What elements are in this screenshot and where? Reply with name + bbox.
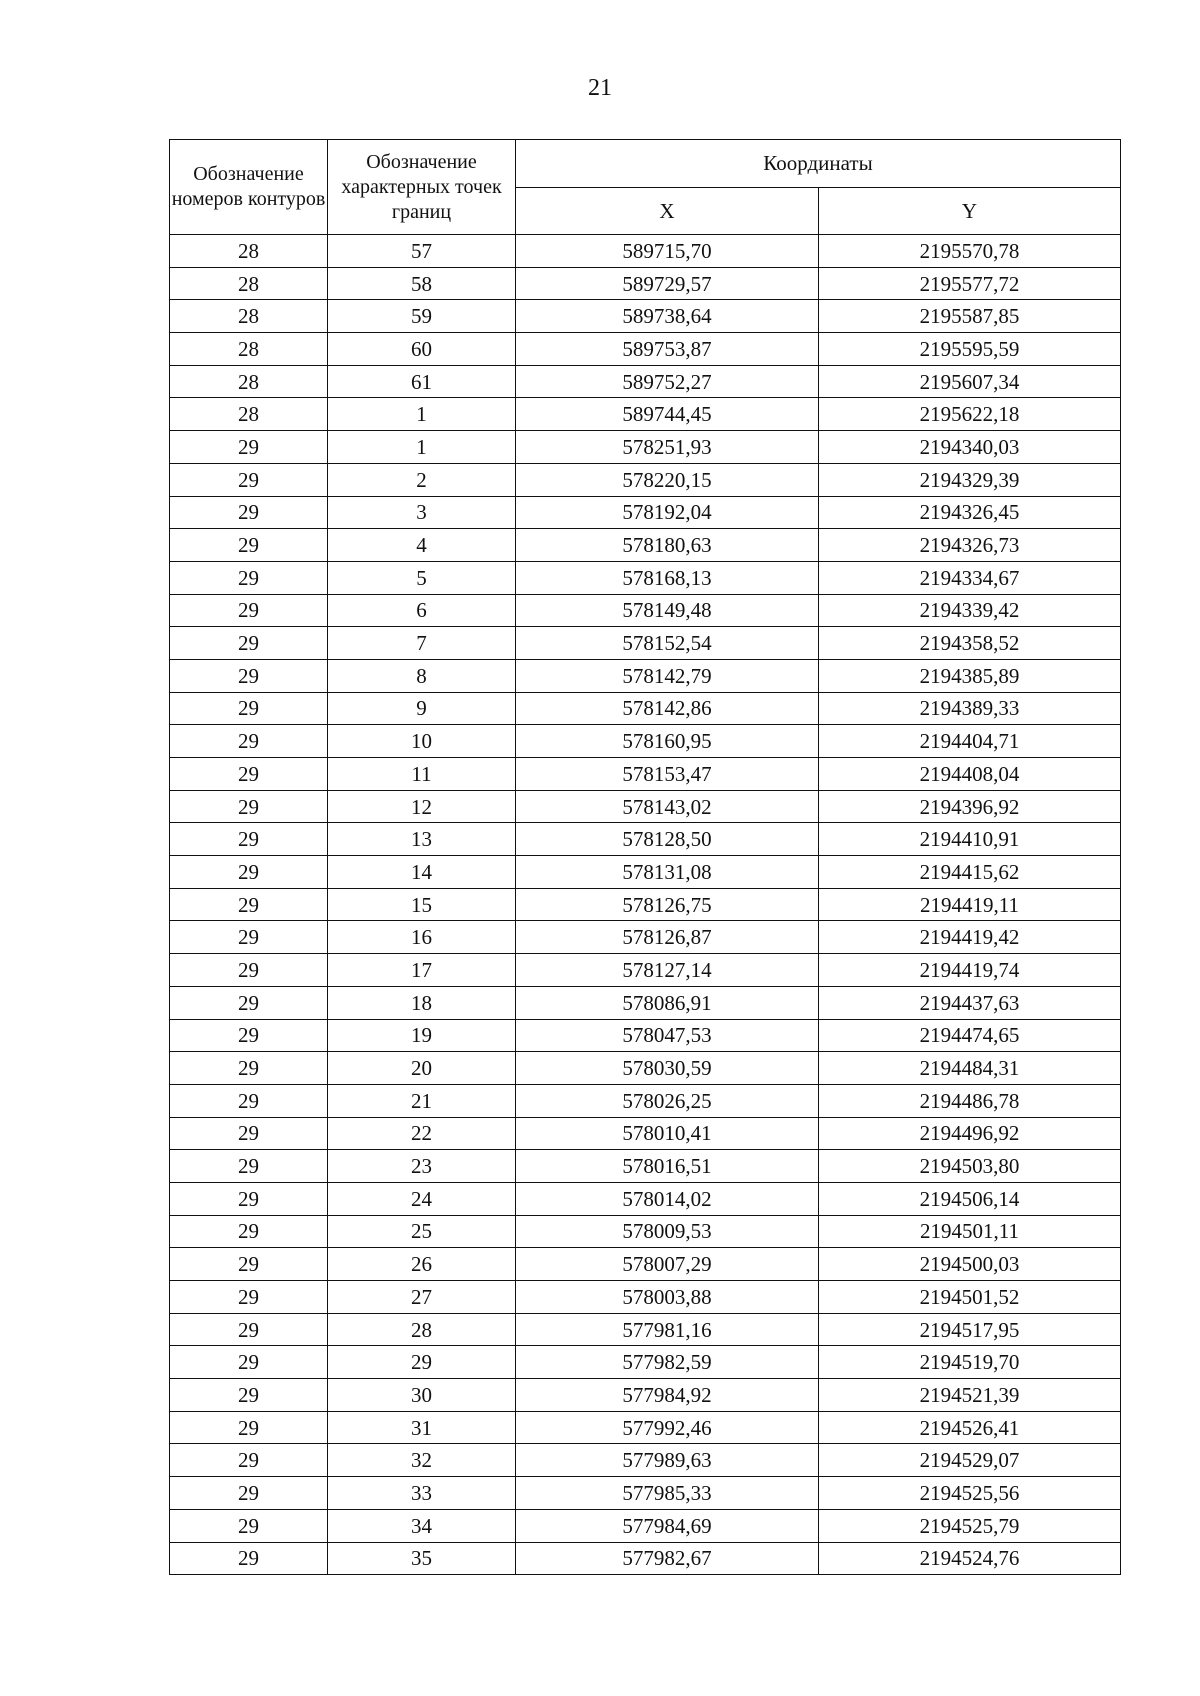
y-coordinate-cell: 2194329,39 xyxy=(819,463,1121,496)
point-number-cell: 33 xyxy=(328,1477,516,1510)
table-row xyxy=(170,1150,1121,1183)
point-number-cell: 2 xyxy=(328,463,516,496)
table-row xyxy=(170,365,1121,398)
point-number-cell: 25 xyxy=(328,1215,516,1248)
contour-number-cell: 29 xyxy=(170,758,328,791)
contour-number-cell: 29 xyxy=(170,856,328,889)
contour-number-cell: 29 xyxy=(170,1019,328,1052)
y-coordinate-cell: 2195607,34 xyxy=(819,365,1121,398)
y-coordinate-cell: 2194334,67 xyxy=(819,561,1121,594)
contour-number-cell: 28 xyxy=(170,267,328,300)
y-coordinate-cell: 2194519,70 xyxy=(819,1346,1121,1379)
contour-number-cell: 29 xyxy=(170,1444,328,1477)
point-number-cell: 18 xyxy=(328,986,516,1019)
y-coordinate-cell: 2194408,04 xyxy=(819,758,1121,791)
table-row xyxy=(170,725,1121,758)
y-coordinate-cell: 2194419,74 xyxy=(819,954,1121,987)
x-coordinate-cell: 577982,59 xyxy=(516,1346,819,1379)
point-number-cell: 10 xyxy=(328,725,516,758)
y-coordinate-cell: 2194385,89 xyxy=(819,659,1121,692)
table-row xyxy=(170,235,1121,268)
contour-number-cell: 29 xyxy=(170,1150,328,1183)
table-row xyxy=(170,594,1121,627)
point-number-cell: 61 xyxy=(328,365,516,398)
x-coordinate-cell: 578127,14 xyxy=(516,954,819,987)
x-coordinate-cell: 577985,33 xyxy=(516,1477,819,1510)
table-row xyxy=(170,431,1121,464)
y-coordinate-cell: 2194474,65 xyxy=(819,1019,1121,1052)
point-number-cell: 35 xyxy=(328,1542,516,1575)
x-coordinate-cell: 589715,70 xyxy=(516,235,819,268)
table-row xyxy=(170,529,1121,562)
x-coordinate-cell: 578149,48 xyxy=(516,594,819,627)
y-coordinate-cell: 2194419,11 xyxy=(819,888,1121,921)
contour-number-cell: 29 xyxy=(170,823,328,856)
point-number-cell: 19 xyxy=(328,1019,516,1052)
contour-number-cell: 29 xyxy=(170,692,328,725)
y-coordinate-cell: 2194339,42 xyxy=(819,594,1121,627)
contour-number-cell: 29 xyxy=(170,1509,328,1542)
x-coordinate-cell: 578126,87 xyxy=(516,921,819,954)
table-row xyxy=(170,1477,1121,1510)
table-row xyxy=(170,659,1121,692)
contour-number-cell: 29 xyxy=(170,1215,328,1248)
x-coordinate-cell: 577982,67 xyxy=(516,1542,819,1575)
point-number-cell: 21 xyxy=(328,1084,516,1117)
y-coordinate-cell: 2194486,78 xyxy=(819,1084,1121,1117)
contour-number-cell: 29 xyxy=(170,1379,328,1412)
x-coordinate-cell: 578030,59 xyxy=(516,1052,819,1085)
table-row xyxy=(170,1346,1121,1379)
contour-number-cell: 29 xyxy=(170,725,328,758)
point-number-cell: 15 xyxy=(328,888,516,921)
x-coordinate-cell: 578220,15 xyxy=(516,463,819,496)
point-number-cell: 7 xyxy=(328,627,516,660)
contour-number-cell: 29 xyxy=(170,1084,328,1117)
y-coordinate-cell: 2194501,52 xyxy=(819,1281,1121,1314)
point-number-cell: 1 xyxy=(328,398,516,431)
y-coordinate-cell: 2194525,79 xyxy=(819,1509,1121,1542)
point-number-cell: 27 xyxy=(328,1281,516,1314)
y-coordinate-cell: 2194419,42 xyxy=(819,921,1121,954)
x-coordinate-cell: 578131,08 xyxy=(516,856,819,889)
table-row xyxy=(170,954,1121,987)
contour-number-cell: 28 xyxy=(170,333,328,366)
x-coordinate-cell: 589738,64 xyxy=(516,300,819,333)
contour-number-cell: 29 xyxy=(170,1477,328,1510)
table-row xyxy=(170,758,1121,791)
point-number-cell: 24 xyxy=(328,1182,516,1215)
y-coordinate-cell: 2194326,45 xyxy=(819,496,1121,529)
y-coordinate-cell: 2195622,18 xyxy=(819,398,1121,431)
header-x: X xyxy=(516,188,819,235)
x-coordinate-cell: 578192,04 xyxy=(516,496,819,529)
x-coordinate-cell: 578142,79 xyxy=(516,659,819,692)
table-row xyxy=(170,1248,1121,1281)
y-coordinate-cell: 2194529,07 xyxy=(819,1444,1121,1477)
header-contour-number: Обозначение номеров контуров xyxy=(170,140,328,235)
point-number-cell: 60 xyxy=(328,333,516,366)
table-row xyxy=(170,1117,1121,1150)
table-row xyxy=(170,1313,1121,1346)
point-number-cell: 3 xyxy=(328,496,516,529)
table-row xyxy=(170,1052,1121,1085)
point-number-cell: 12 xyxy=(328,790,516,823)
table-row xyxy=(170,398,1121,431)
point-number-cell: 20 xyxy=(328,1052,516,1085)
contour-number-cell: 29 xyxy=(170,954,328,987)
contour-number-cell: 29 xyxy=(170,659,328,692)
table-body xyxy=(170,235,1121,1575)
y-coordinate-cell: 2195587,85 xyxy=(819,300,1121,333)
point-number-cell: 5 xyxy=(328,561,516,594)
x-coordinate-cell: 578160,95 xyxy=(516,725,819,758)
point-number-cell: 59 xyxy=(328,300,516,333)
y-coordinate-cell: 2194500,03 xyxy=(819,1248,1121,1281)
x-coordinate-cell: 589752,27 xyxy=(516,365,819,398)
x-coordinate-cell: 578026,25 xyxy=(516,1084,819,1117)
contour-number-cell: 29 xyxy=(170,1117,328,1150)
y-coordinate-cell: 2194484,31 xyxy=(819,1052,1121,1085)
contour-number-cell: 29 xyxy=(170,1248,328,1281)
x-coordinate-cell: 578014,02 xyxy=(516,1182,819,1215)
contour-number-cell: 29 xyxy=(170,1313,328,1346)
y-coordinate-cell: 2194503,80 xyxy=(819,1150,1121,1183)
point-number-cell: 17 xyxy=(328,954,516,987)
point-number-cell: 29 xyxy=(328,1346,516,1379)
contour-number-cell: 29 xyxy=(170,627,328,660)
table-row xyxy=(170,561,1121,594)
x-coordinate-cell: 577984,69 xyxy=(516,1509,819,1542)
contour-number-cell: 29 xyxy=(170,1281,328,1314)
x-coordinate-cell: 577992,46 xyxy=(516,1411,819,1444)
point-number-cell: 22 xyxy=(328,1117,516,1150)
table-row xyxy=(170,496,1121,529)
table-row xyxy=(170,1542,1121,1575)
table-row xyxy=(170,1509,1121,1542)
point-number-cell: 4 xyxy=(328,529,516,562)
table-row xyxy=(170,1444,1121,1477)
page-number: 21 xyxy=(588,75,612,101)
table-row xyxy=(170,463,1121,496)
x-coordinate-cell: 578086,91 xyxy=(516,986,819,1019)
table-row xyxy=(170,1411,1121,1444)
point-number-cell: 31 xyxy=(328,1411,516,1444)
contour-number-cell: 29 xyxy=(170,1052,328,1085)
contour-number-cell: 29 xyxy=(170,594,328,627)
x-coordinate-cell: 578152,54 xyxy=(516,627,819,660)
coordinates-table xyxy=(169,139,1121,1575)
x-coordinate-cell: 578251,93 xyxy=(516,431,819,464)
x-coordinate-cell: 578153,47 xyxy=(516,758,819,791)
contour-number-cell: 29 xyxy=(170,921,328,954)
y-coordinate-cell: 2194415,62 xyxy=(819,856,1121,889)
y-coordinate-cell: 2194410,91 xyxy=(819,823,1121,856)
table-header xyxy=(170,140,1121,235)
point-number-cell: 11 xyxy=(328,758,516,791)
table-row xyxy=(170,267,1121,300)
x-coordinate-cell: 589729,57 xyxy=(516,267,819,300)
contour-number-cell: 29 xyxy=(170,561,328,594)
x-coordinate-cell: 578016,51 xyxy=(516,1150,819,1183)
x-coordinate-cell: 578047,53 xyxy=(516,1019,819,1052)
x-coordinate-cell: 577981,16 xyxy=(516,1313,819,1346)
y-coordinate-cell: 2194340,03 xyxy=(819,431,1121,464)
contour-number-cell: 28 xyxy=(170,398,328,431)
header-coordinates: Координаты xyxy=(516,140,1121,188)
x-coordinate-cell: 577989,63 xyxy=(516,1444,819,1477)
table-row xyxy=(170,692,1121,725)
table-row xyxy=(170,333,1121,366)
contour-number-cell: 29 xyxy=(170,888,328,921)
table-row xyxy=(170,627,1121,660)
contour-number-cell: 29 xyxy=(170,463,328,496)
point-number-cell: 8 xyxy=(328,659,516,692)
point-number-cell: 58 xyxy=(328,267,516,300)
point-number-cell: 6 xyxy=(328,594,516,627)
y-coordinate-cell: 2194396,92 xyxy=(819,790,1121,823)
point-number-cell: 1 xyxy=(328,431,516,464)
contour-number-cell: 29 xyxy=(170,1182,328,1215)
y-coordinate-cell: 2194517,95 xyxy=(819,1313,1121,1346)
contour-number-cell: 29 xyxy=(170,496,328,529)
contour-number-cell: 29 xyxy=(170,431,328,464)
x-coordinate-cell: 578003,88 xyxy=(516,1281,819,1314)
contour-number-cell: 28 xyxy=(170,235,328,268)
y-coordinate-cell: 2194506,14 xyxy=(819,1182,1121,1215)
x-coordinate-cell: 578010,41 xyxy=(516,1117,819,1150)
point-number-cell: 9 xyxy=(328,692,516,725)
y-coordinate-cell: 2194526,41 xyxy=(819,1411,1121,1444)
y-coordinate-cell: 2194404,71 xyxy=(819,725,1121,758)
table-row xyxy=(170,1379,1121,1412)
x-coordinate-cell: 578180,63 xyxy=(516,529,819,562)
table-row xyxy=(170,1215,1121,1248)
point-number-cell: 34 xyxy=(328,1509,516,1542)
x-coordinate-cell: 578009,53 xyxy=(516,1215,819,1248)
point-number-cell: 16 xyxy=(328,921,516,954)
y-coordinate-cell: 2194389,33 xyxy=(819,692,1121,725)
table-row xyxy=(170,1182,1121,1215)
y-coordinate-cell: 2194524,76 xyxy=(819,1542,1121,1575)
x-coordinate-cell: 578126,75 xyxy=(516,888,819,921)
table-row xyxy=(170,921,1121,954)
contour-number-cell: 29 xyxy=(170,986,328,1019)
x-coordinate-cell: 589753,87 xyxy=(516,333,819,366)
x-coordinate-cell: 578007,29 xyxy=(516,1248,819,1281)
point-number-cell: 13 xyxy=(328,823,516,856)
contour-number-cell: 29 xyxy=(170,1542,328,1575)
y-coordinate-cell: 2194521,39 xyxy=(819,1379,1121,1412)
y-coordinate-cell: 2194437,63 xyxy=(819,986,1121,1019)
x-coordinate-cell: 578128,50 xyxy=(516,823,819,856)
y-coordinate-cell: 2194496,92 xyxy=(819,1117,1121,1150)
table-row xyxy=(170,1019,1121,1052)
y-coordinate-cell: 2195570,78 xyxy=(819,235,1121,268)
point-number-cell: 23 xyxy=(328,1150,516,1183)
table-row xyxy=(170,823,1121,856)
contour-number-cell: 29 xyxy=(170,1411,328,1444)
point-number-cell: 30 xyxy=(328,1379,516,1412)
contour-number-cell: 28 xyxy=(170,300,328,333)
y-coordinate-cell: 2195595,59 xyxy=(819,333,1121,366)
contour-number-cell: 29 xyxy=(170,1346,328,1379)
x-coordinate-cell: 589744,45 xyxy=(516,398,819,431)
y-coordinate-cell: 2195577,72 xyxy=(819,267,1121,300)
y-coordinate-cell: 2194326,73 xyxy=(819,529,1121,562)
y-coordinate-cell: 2194358,52 xyxy=(819,627,1121,660)
table-row xyxy=(170,300,1121,333)
header-boundary-points: Обозначение характерных точек границ xyxy=(328,140,516,235)
point-number-cell: 26 xyxy=(328,1248,516,1281)
contour-number-cell: 28 xyxy=(170,365,328,398)
table-row xyxy=(170,986,1121,1019)
table-row xyxy=(170,888,1121,921)
y-coordinate-cell: 2194501,11 xyxy=(819,1215,1121,1248)
contour-number-cell: 29 xyxy=(170,790,328,823)
point-number-cell: 14 xyxy=(328,856,516,889)
table-row xyxy=(170,1084,1121,1117)
x-coordinate-cell: 578143,02 xyxy=(516,790,819,823)
x-coordinate-cell: 577984,92 xyxy=(516,1379,819,1412)
point-number-cell: 32 xyxy=(328,1444,516,1477)
header-y: Y xyxy=(819,188,1121,235)
x-coordinate-cell: 578142,86 xyxy=(516,692,819,725)
point-number-cell: 57 xyxy=(328,235,516,268)
table-row xyxy=(170,790,1121,823)
point-number-cell: 28 xyxy=(328,1313,516,1346)
table-row xyxy=(170,1281,1121,1314)
y-coordinate-cell: 2194525,56 xyxy=(819,1477,1121,1510)
contour-number-cell: 29 xyxy=(170,529,328,562)
table-row xyxy=(170,856,1121,889)
x-coordinate-cell: 578168,13 xyxy=(516,561,819,594)
